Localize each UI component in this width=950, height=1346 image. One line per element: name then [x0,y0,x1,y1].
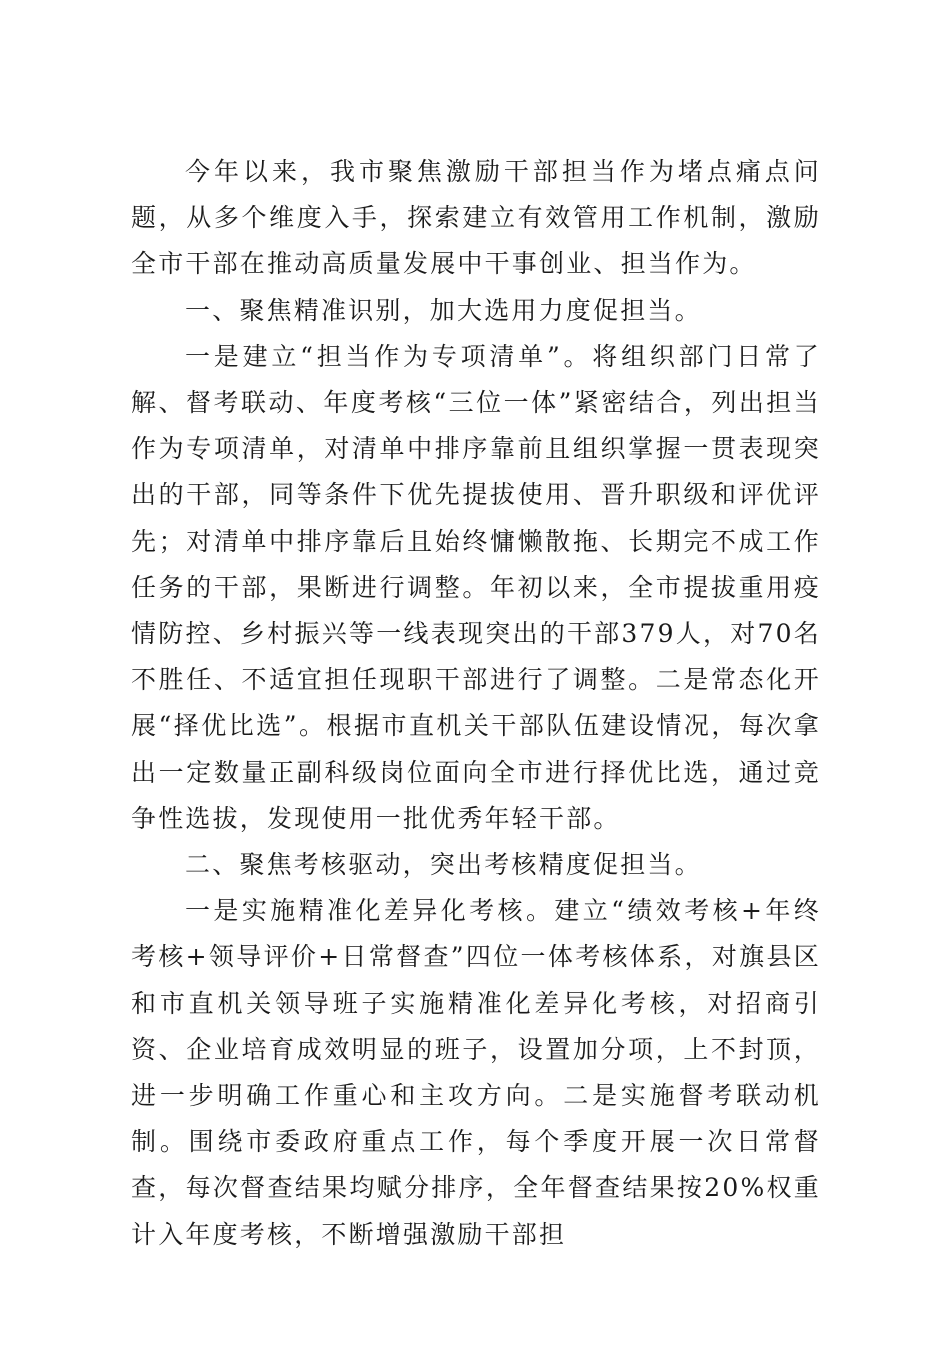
document-body [131,149,821,1258]
section-2-paragraph: 一是实施精准化差异化考核。建立“绩效考核+年终考核+领导评价+日常督查”四位一体考核体系，对旗县区和市直机关领导班子实施精准化差异化考核，对招商引资、企业培育成效明显的班子，设置加分项，上不封顶，进一步明确工作重心和主攻方向。二是实施督考联动机制。围绕市委政府重点工作，每个季度开展一次日常督查，每次督查结果均赋分排序，全年督查结果按20%权重计入年度考核，不断增强激励干部担 [131,896,821,1249]
intro-paragraph: 今年以来，我市聚焦激励干部担当作为堵点痛点问题，从多个维度入手，探索建立有效管用工作机制，激励全市干部在推动高质量发展中干事创业、担当作为。 [131,157,821,279]
section-1-paragraph: 一是建立“担当作为专项清单”。将组织部门日常了解、督考联动、年度考核“三位一体”紧密结合，列出担当作为专项清单，对清单中排序靠前且组织掌握一贯表现突出的干部，同等条件下优先提拔使用、晋升职级和评优评先；对清单中排序靠后且始终慵懒散拖、长期完不成工作任务的干部，果断进行调整。年初以来，全市提拔重用疫情防控、乡村振兴等一线表现突出的干部379人，对70名不胜任、不适宜担任现职干部进行了调整。二是常态化开展“择优比选”。根据市直机关干部队伍建设情况，每次拿出一定数量正副科级岗位面向全市进行择优比选，通过竞争性选拔，发现使用一批优秀年轻干部。 [131,341,821,833]
section-heading-1: 一、聚焦精准识别，加大选用力度促担当。 [185,295,702,325]
section-heading-2: 二、聚焦考核驱动，突出考核精度促担当。 [185,850,702,880]
